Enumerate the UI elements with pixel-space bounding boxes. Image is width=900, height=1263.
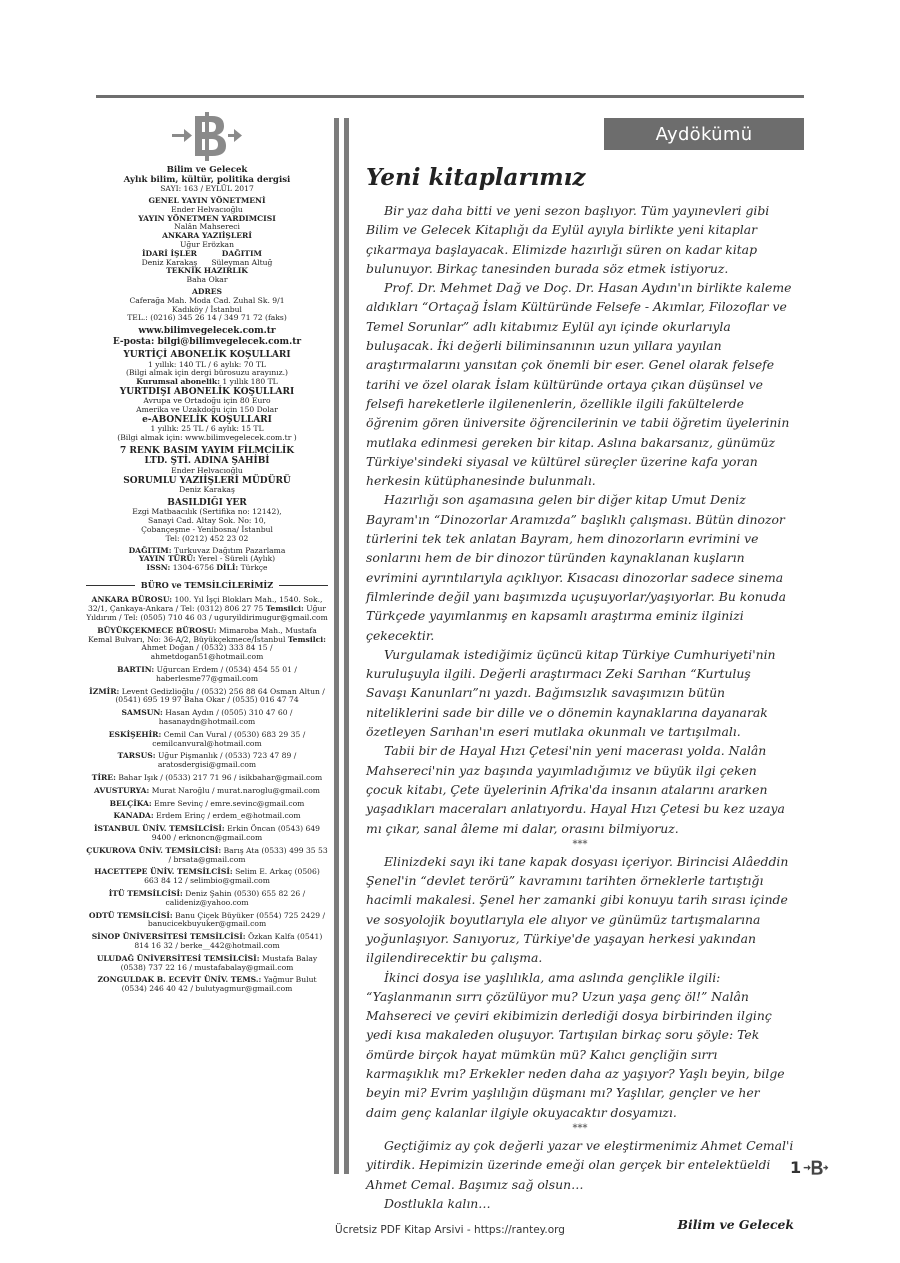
managing-editor-title: SORUMLU YAZIİŞLERİ MÜDÜRÜ (123, 475, 291, 486)
representative-contact: Ahmet Doğan / (0532) 333 84 15 / ahmetdogan51@hotmail.com (141, 643, 273, 662)
representative-entry (86, 666, 328, 684)
page-number (790, 1158, 829, 1177)
top-rule (96, 95, 804, 98)
representative-details: 100. Yıl İşçi Blokları Mah., 1540. Sok., 32/1, Çankaya-Ankara / Tel: (0312) 806 27 75 (87, 595, 323, 614)
admin-name: Deniz Karakaş (141, 257, 198, 267)
representative-entry (86, 627, 328, 662)
section-tag: Aydökümü (604, 118, 804, 150)
representative-label: İSTANBUL ÜNİV. TEMSİLCİSİ: (93, 824, 225, 834)
representative-details: Barış Ata (0533) 499 35 53 / brsata@gmail.com (168, 845, 328, 864)
address-title: ADRES (191, 287, 223, 297)
article-paragraph: Vurgulamak istediğimiz üçüncü kitap Türkiye Cumhuriyeti'nin kuruluşuyla ilgili. Değerli araştırmacı Zeki Sarıhan “Kurtuluş Savaşı Kanunları”nı yazdı. Bağımsızlık savaşımızın bütün niteliklerini sade bir dille ve o dönemin kaynaklarına dayanarak özetleyen Sarıhan'ın eseri mutlaka okunmalı ve tartışılmalı. (366, 646, 776, 740)
article-paragraph: Hazırlığı son aşamasına gelen bir diğer kitap Umut Deniz Bayram'ın “Dinozorlar Aramızda” başlıklı çalışması. Bütün dinozor türlerini tek tek anlatan Bayram, hem dinozorların evrimini ve sonlarını hem de bir dinozor türünden kaynaklanan kuşların evrimini ayrıntılarıyla açıklıyor. Kısacası dinozorlar sadece sinema filmlerinde değil yanı başımızda uçuşuyorlar/yaşıyorlar. Bu konuda Türkçede yayımlanmış en kapsamlı araştırma eminiz ilginizi çekecektir. (366, 492, 787, 643)
issn-value: 1304-6756 (172, 563, 214, 573)
domestic-subscription-line: 1 yıllık: 140 TL / 6 aylık: 70 TL (148, 359, 266, 369)
e-subscription-line: 1 yıllık: 25 TL / 6 aylık: 15 TL (150, 424, 264, 434)
article-paragraph: Dostlukla kalın… (384, 1195, 491, 1211)
technical-title: TEKNİK HAZIRLIK (166, 266, 248, 276)
managing-editor-name: Deniz Karakaş (179, 485, 235, 495)
distribution-name: Süleyman Altuğ (211, 257, 273, 267)
article-paragraph: Prof. Dr. Mehmet Dağ ve Doç. Dr. Hasan Aydın'ın birlikte kaleme aldıkları “Ortaçağ İslam Kültüründe Felsefe - Akımlar, Filozoflar ve Temel Sorunlar” adlı kitabımız Eylül ayı içinde okurlarıyla buluşacak. İki değerli biliminsanının uzun yıllara yayılan araştırmalarını yansıtan çok önemli bir eser. Genel olarak felsefe tarihi ve özel olarak İslam kültüründe ortaya çıkan düşünsel ve felsefi hareketlerle ilgilenenlerin, özellikle ilgili fakültelerde öğrenim gören üniversite öğrencilerinin ve tabii öğretim üyelerinin mutlaka edinmesi gereken bir kitap. Aslına bakarsanız, günümüz Türkiye'sindeki siyasal ve kültürel süreçler üzerine kafa yoran herkesin kütüphanesinde bulunmalı. (366, 280, 792, 489)
distribution-value: Turkuvaz Dağıtım Pazarlama (173, 545, 286, 555)
representative-label: ANKARA BÜROSU: (91, 595, 173, 605)
representative-label: SİNOP ÜNİVERSİTESİ TEMSİLCİSİ: (91, 932, 246, 942)
representative-contact: Uğur Yıldırım / Tel: (0505) 710 46 03 / uguryildirimugur@gmail.com (86, 604, 328, 622)
editorial-article (366, 164, 794, 1235)
representative-contact-label: Temsilci: (265, 604, 304, 614)
brand-tagline: Aylık bilim, kültür, politika dergisi (123, 174, 291, 185)
corporate-label: Kurumsal abonelik: (136, 377, 220, 387)
representative-details: Murat Naroğlu / murat.naroglu@gmail.com (151, 785, 320, 795)
representative-label: ÇUKUROVA ÜNİV. TEMSİLCİSİ: (86, 845, 222, 855)
representative-entry (86, 847, 328, 865)
representative-label: SAMSUN: (121, 708, 163, 718)
foreign-subscription-line: Avrupa ve Ortadoğu için 80 Euro (143, 396, 271, 406)
email-link[interactable]: E-posta: bilgi@bilimvegelecek.com.tr (112, 336, 302, 347)
ankara-office-title: ANKARA YAZIİŞLERİ (162, 231, 252, 241)
e-subscription-title: e-ABONELİK KOŞULLARI (142, 414, 272, 425)
representative-details: Özkan Kalfa (0541) 814 16 32 / berke__442@hotmail.com (134, 932, 323, 950)
technical-name: Baha Okar (186, 275, 228, 285)
footer-credit: Ücretsiz PDF Kitap Arsivi - https://rantey.org (335, 1224, 565, 1236)
ankara-office-name: Uğur Erözkan (180, 240, 234, 250)
representative-details: Deniz Şahin (0530) 655 82 26 / calideniz@yahoo.com (165, 888, 306, 907)
address-phone: TEL.: (0216) 345 26 14 / 349 71 72 (faks) (127, 313, 287, 323)
offices-heading-text: BÜRO ve TEMSİLCİLERİMİZ (140, 579, 274, 590)
owner-title: 7 RENK BASIM YAYIM FİLMCİLİK (119, 445, 295, 456)
representative-label: BÜYÜKÇEKMECE BÜROSU: (97, 625, 217, 635)
representative-entry (86, 868, 328, 886)
distribution-label: DAĞITIM: (128, 545, 172, 555)
representative-entry (86, 688, 328, 706)
representative-label: ULUDAĞ ÜNİVERSİTESİ TEMSİLCİSİ: (96, 953, 260, 963)
section-separator: *** (572, 838, 588, 850)
representative-details: Mustafa Balay (0538) 737 22 16 / mustafabalay@gmail.com (120, 953, 318, 972)
foreign-subscription-title: YURTDIŞI ABONELİK KOŞULLARI (119, 386, 295, 397)
page-number-value: 1 (790, 1158, 802, 1177)
domestic-subscription-line: (Bilgi almak için dergi bürosuzu arayınız.) (125, 368, 289, 378)
corporate-subscription (86, 378, 328, 387)
representative-details: Erdem Erinç / erdem_e@hotmail.com (156, 811, 301, 821)
offices-heading (86, 581, 328, 591)
heading-rule (279, 585, 328, 586)
article-title: Yeni kitaplarımız (366, 164, 586, 191)
representative-entry (86, 955, 328, 973)
representative-label: BARTIN: (117, 664, 155, 674)
representative-details: Emre Sevinç / emre.sevinc@gmail.com (154, 798, 305, 808)
editor-in-chief-name: Ender Helvacıoğlu (171, 204, 243, 214)
printer-title: BASILDIĞI YER (167, 497, 247, 508)
representative-entry (86, 825, 328, 843)
article-paragraph: Bir yaz daha bitti ve yeni sezon başlıyor. Tüm yayınevleri gibi Bilim ve Gelecek Kitaplığı da Eylül ayıyla birlikte yeni kitaplar çıkarmaya başlayacak. Elimizde hazırlığı süren on kadar kitap bulunuyor. Birkaç tanesinden burada söz etmek istiyoruz. (366, 203, 770, 276)
representative-entry (86, 933, 328, 951)
assistant-editor-title: YAYIN YÖNETMEN YARDIMCISI (138, 213, 276, 223)
representative-details: Uğur Pişmanlık / (0533) 723 47 89 / aratosdergisi@gmail.com (157, 751, 297, 770)
representative-details: Banu Çiçek Büyüker (0554) 725 2429 / banucicekbuyuker@gmail.com (147, 910, 326, 929)
column-divider-bar (334, 118, 339, 1174)
article-paragraph: Geçtiğimiz ay çok değerli yazar ve eleştirmenimiz Ahmet Cemal'i yitirdik. Hepimizin üzerinde emeği olan gerçek bir entelektüeldi Ahmet Cemal. Başımız sağ olsun… (366, 1137, 794, 1192)
representative-details: Bahar Işık / (0533) 217 71 96 / isikbahar@gmail.com (118, 772, 323, 782)
printer-line: Sanayi Cad. Altay Sok. No: 10, (148, 516, 266, 526)
representative-entry (86, 800, 328, 809)
article-signature: Bilim ve Gelecek (677, 1217, 794, 1233)
article-paragraph: İkinci dosya ise yaşlılıkla, ama aslında gençlikle ilgili: “Yaşlanmanın sırrı çözülüyor mu? Uzun yaşa genç öl!” Nalân Mahsereci ve çeviri ekibimizin derlediği dosya birbirinden ilginç yedi kısa makaleden oluşuyor. Tartışılan birkaç soru şöyle: Tek ömürde birçok hayat mümkün mü? Kalıcı gençliğin sırrı karmaşıklık mı? Erkekler neden daha az yaşıyor? Yaşlı beyin, bilge beyin mi? Evrim yaşlılığın düşmanı mı? Yaşlılar, gençler ve her daim genç kalanlar ilgiyle okuyacaktır dosyamızı. (366, 969, 785, 1120)
representative-entry (86, 774, 328, 783)
issn-info (86, 564, 328, 573)
representative-details: Cemil Can Vural / (0530) 683 29 35 / cemilcanvural@hotmail.com (152, 729, 306, 748)
representative-entry (86, 812, 328, 821)
masthead (86, 112, 328, 994)
representative-details: Hasan Aydın / (0505) 310 47 60 / hasanaydn@hotmail.com (158, 708, 293, 726)
representative-entry (86, 731, 328, 749)
representative-label: TARSUS: (117, 751, 156, 761)
representative-label: İTÜ TEMSİLCİSİ: (108, 888, 183, 898)
domestic-subscription-title: YURTİÇİ ABONELİK KOŞULLARI (123, 350, 291, 361)
representative-entry (86, 912, 328, 930)
section-separator: *** (572, 1122, 588, 1134)
assistant-editor-name: Nalân Mahsereci (174, 222, 240, 232)
corporate-value: 1 yıllık 180 TL (222, 377, 278, 387)
representative-entry (86, 752, 328, 770)
representative-entry (86, 890, 328, 908)
language-value: Türkçe (240, 563, 268, 573)
representative-label: ESKİŞEHİR: (108, 729, 162, 739)
language-label: DİLİ: (216, 563, 239, 573)
address-line: Caferağa Mah. Moda Cad. Zuhal Sk. 9/1 (129, 295, 285, 305)
heading-rule (86, 585, 135, 586)
representative-details: Selim E. Arkaç (0506) 663 84 12 / selimbio@gmail.com (144, 867, 320, 886)
publication-type-value: Yerel - Süreli (Aylık) (198, 554, 276, 564)
representative-label: TİRE: (91, 772, 116, 782)
foreign-subscription-line: Amerika ve Uzakdoğu için 150 Dolar (136, 405, 278, 415)
printer-phone: Tel: (0212) 452 23 02 (165, 533, 249, 543)
representative-label: KANADA: (113, 811, 154, 821)
representative-details: Erkin Öncan (0543) 649 9400 / erknoncn@gmail.com (151, 824, 321, 842)
representative-entry (86, 596, 328, 622)
brand-mark-icon (803, 1159, 829, 1177)
representative-details: Uğurcan Erdem / (0534) 454 55 01 / haberlesme77@gmail.com (155, 664, 297, 683)
issue-number: SAYI: 163 / EYLÜL 2017 (160, 184, 254, 194)
representative-entry (86, 976, 328, 994)
admin-title: İDARİ İŞLER (141, 248, 197, 258)
printer-line: Ezgi Matbaacılık (Sertifika no: 12142), (132, 507, 282, 517)
owner-title: LTD. ŞTİ. ADINA ŞAHİBİ (144, 456, 270, 467)
brand-name: Bilim ve Gelecek (166, 165, 248, 175)
representative-details: Yağmur Bulut (0534) 246 40 42 / bulutyagmur@gmail.com (121, 975, 317, 994)
column-divider-bar (344, 118, 349, 1174)
representative-label: AVUSTURYA: (94, 785, 150, 795)
representatives-list (86, 596, 328, 993)
representative-label: HACETTEPE ÜNİV. TEMSİLCİSİ: (94, 867, 233, 877)
representative-label: BELÇİKA: (109, 798, 152, 808)
publication-type-label: YAYIN TÜRÜ: (138, 554, 196, 564)
address-line: Kadıköy / İstanbul (172, 304, 242, 314)
article-paragraph: Elinizdeki sayı iki tane kapak dosyası içeriyor. Birincisi Alâeddin Şenel'in “devlet terörü” kavramını tarihten örneklerle tartıştığı hacimli makalesi. Şenel her zamanki gibi konuyu tarih sırası içinde ve sosyolojik boyutlarıyla ele alıyor ve günümüz tartışmalarına yoğunlaşıyor. Sanıyoruz, Türkiye'de yaşayan herkesi yakından ilgilendirecektir bu çalışma. (366, 853, 789, 966)
representative-label: İZMİR: (89, 686, 120, 696)
printer-line: Çobançeşme - Yenibosna/ İstanbul (141, 524, 273, 534)
bilim-ve-gelecek-logo-icon (170, 112, 244, 162)
representative-entry (86, 787, 328, 796)
representative-details: Mimaroba Mah., Mustafa Kemal Bulvarı, No: 36-A/2, Büyükçekmece/İstanbul (88, 625, 317, 644)
representative-label: ZONGULDAK B. ECEVİT ÜNİV. TEMS.: (97, 975, 262, 985)
article-paragraph: Tabii bir de Hayal Hızı Çetesi'nin yeni macerası yolda. Nalân Mahsereci'nin yaz başında yayımladığımız ve büyük ilgi çeken çocuk kitabı, Çete üyelerinin Afrika'da insanın atalarını ararken yaşadıkları maceraları anlatıyordu. Hayal Hızı Çetesi bu kez uzaya mı çıkar, sanal âleme mi dalar, orasını bilmiyoruz. (366, 743, 785, 836)
representative-details: Levent Gedizlioğlu / (0532) 256 88 64 Osman Altun / (0541) 695 19 97 Baha Okar / (0535) 016 47 74 (115, 686, 325, 705)
editor-in-chief-title: GENEL YAYIN YÖNETMENİ (148, 196, 266, 206)
representative-contact-label: Temsilci: (287, 634, 326, 644)
representative-entry (86, 709, 328, 727)
website-link[interactable]: www.bilimvegelecek.com.tr (138, 326, 276, 337)
e-subscription-line: (Bilgi almak için: www.bilimvegelecek.com.tr ) (117, 433, 297, 443)
distribution-title: DAĞITIM (221, 248, 262, 258)
owner-name: Ender Helvacıoğlu (171, 465, 243, 475)
issn-label: ISSN: (146, 563, 171, 573)
representative-label: ODTÜ TEMSİLCİSİ: (88, 910, 173, 920)
